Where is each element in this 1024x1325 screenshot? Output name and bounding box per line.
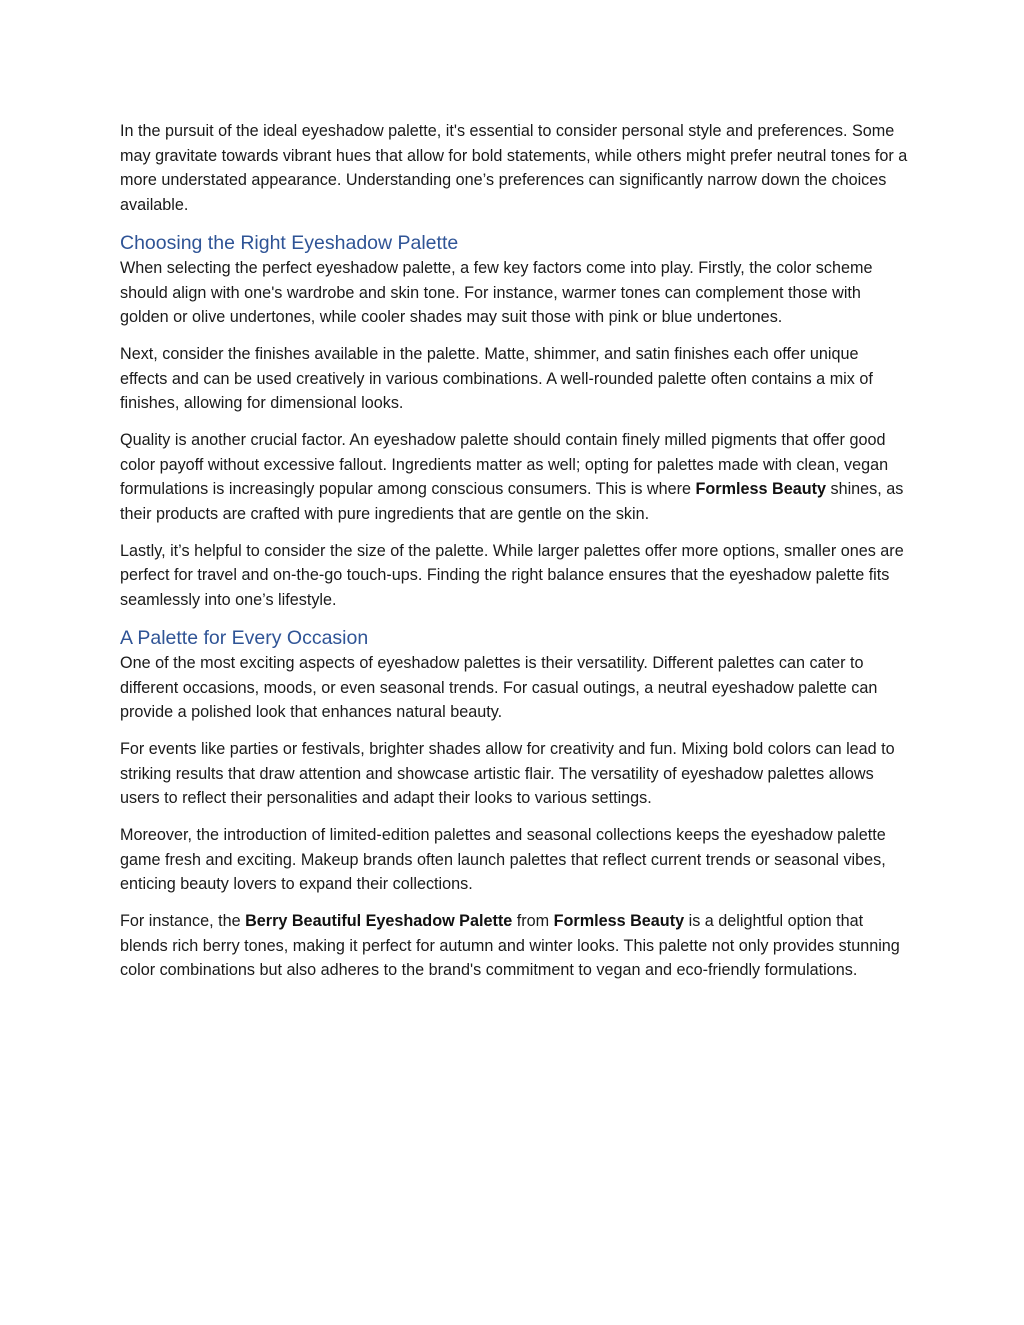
berry-text-mid: from — [512, 912, 554, 930]
paragraph-size: Lastly, it’s helpful to consider the size of the palette. While larger palettes offer more options, smaller ones are perfect for travel and on-the-go touch-ups. Finding the right balance ensures that the eyeshadow palette fits seamlessly into one’s lifestyle. — [120, 541, 904, 609]
paragraph-limited-edition: Moreover, the introduction of limited-edition palettes and seasonal collections keeps the eyeshadow palette game fresh and exciting. Makeup brands often launch palettes that reflect current trends or seasonal vibes, enticing beauty lovers to expand their collections. — [120, 826, 886, 893]
document-page — [120, 119, 910, 995]
section-heading-occasion: A Palette for Every Occasion — [120, 627, 369, 649]
brand-name-bold-2: Formless Beauty — [553, 912, 685, 930]
berry-text-end: is a delightful option that blends rich berry tones, making it perfect for autumn and winter looks. This palette not only provides stunning color combinations but also adheres to the brand's commitment to vegan and eco-friendly formulations. — [120, 912, 900, 979]
intro-paragraph: In the pursuit of the ideal eyeshadow palette, it's essential to consider personal style and preferences. Some may gravitate towards vibrant hues that allow for bold statements, while others might prefer neutral tones for a more understated appearance. Understanding one’s preferences can significantly narrow down the choices available. — [120, 122, 908, 214]
brand-name-bold: Formless Beauty — [695, 480, 826, 498]
section-heading-choosing: Choosing the Right Eyeshadow Palette — [120, 232, 459, 254]
paragraph-color-scheme: When selecting the perfect eyeshadow palette, a few key factors come into play. Firstly, the color scheme should align with one's wardrobe and skin tone. For instance, warmer tones can complement those with golden or olive undertones, while cooler shades may suit those with pink or blue undertones. — [120, 259, 873, 326]
quality-text-start: Quality is another crucial factor. An eyeshadow palette should contain finely milled pigments that offer good color payoff without excessive fallout. Ingredients matter as well; opting for palettes made with clean, vegan formulations is increasingly popular among conscious consumers. This is where — [120, 431, 889, 498]
product-name-bold: Berry Beautiful Eyeshadow Palette — [245, 912, 513, 930]
paragraph-finishes: Next, consider the finishes available in the palette. Matte, shimmer, and satin finishes each offer unique effects and can be used creatively in various combinations. A well-rounded palette often contains a mix of finishes, allowing for dimensional looks. — [120, 345, 873, 412]
berry-text-start: For instance, the — [120, 912, 246, 930]
quality-text-end: shines, as their products are crafted with pure ingredients that are gentle on the skin. — [120, 480, 904, 523]
paragraph-events: For events like parties or festivals, brighter shades allow for creativity and fun. Mixing bold colors can lead to striking results that draw attention and showcase artistic flair. The versatility of eyeshadow palettes allows users to reflect their personalities and adapt their looks to various settings. — [120, 740, 895, 807]
paragraph-quality — [120, 428, 910, 526]
paragraph-berry-palette — [120, 909, 910, 983]
paragraph-versatility: One of the most exciting aspects of eyeshadow palettes is their versatility. Different palettes can cater to different occasions, moods, or even seasonal trends. For casual outings, a neutral eyeshadow palette can provide a polished look that enhances natural beauty. — [120, 654, 878, 721]
